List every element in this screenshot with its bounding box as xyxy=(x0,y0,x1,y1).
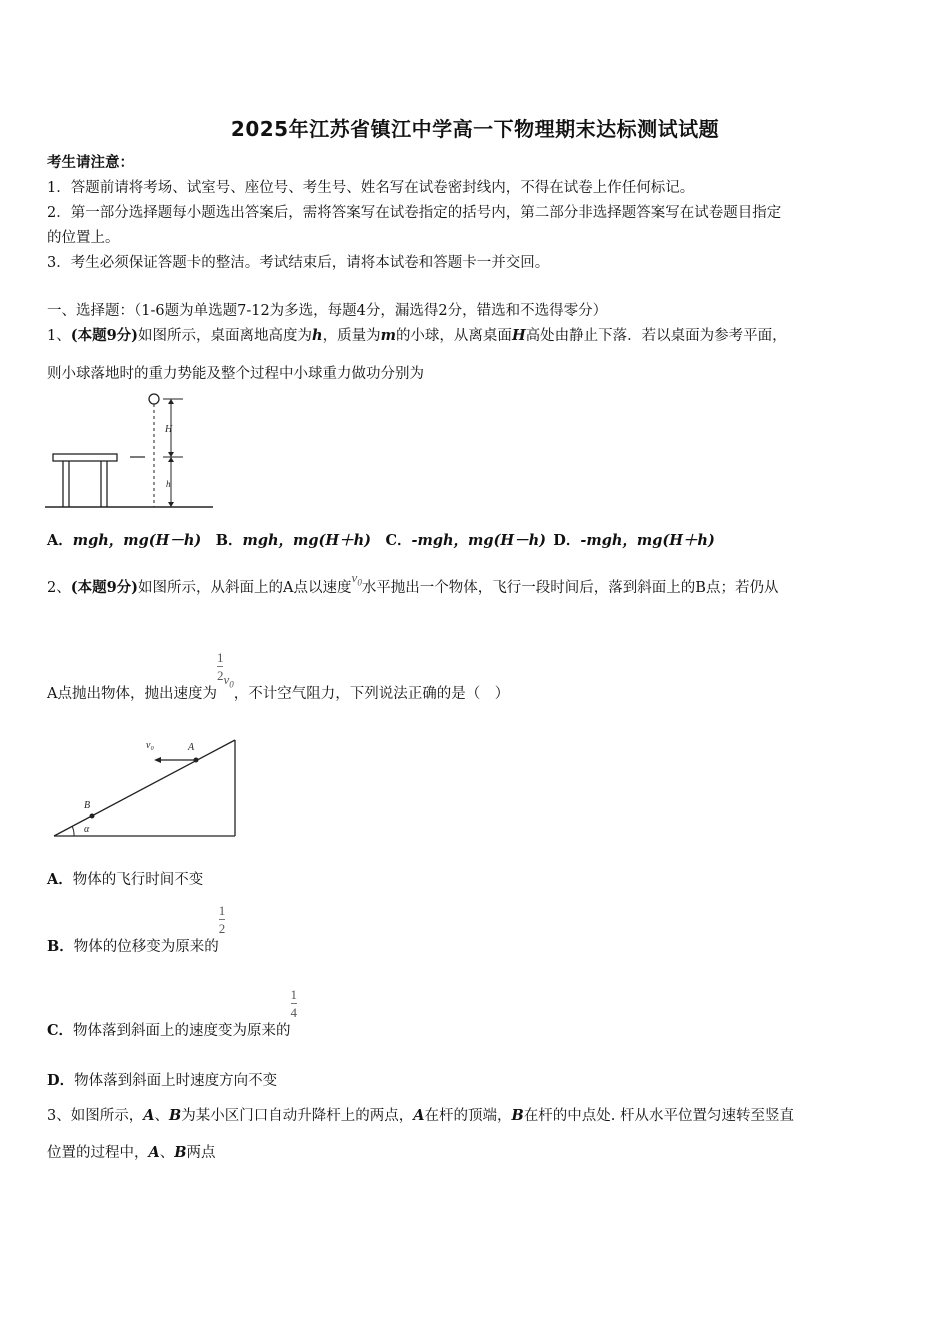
q2-option-c-text: 物体落到斜面上的速度变为原来的 xyxy=(73,1022,291,1039)
q2-text-b: 水平抛出一个物体，飞行一段时间后，落到斜面上的B点；若仍从 xyxy=(361,580,779,596)
q2-v0-sub: 0 xyxy=(357,577,362,588)
q2-option-c-frac-den: 4 xyxy=(290,1005,298,1020)
q1-number: 1、 xyxy=(47,328,71,344)
q3-line2-b: 两点 xyxy=(186,1145,216,1161)
q2-option-c-frac xyxy=(291,987,298,1020)
q3-var-B3: B xyxy=(174,1144,187,1161)
q3-line-2 xyxy=(47,1143,216,1163)
notice-item-3: 3．考生必须保证答题卡的整洁。考试结束后，请将本试卷和答题卡一并交回。 xyxy=(47,255,550,271)
q1-var-H: H xyxy=(511,327,526,344)
q2-v0-symbol-2: v xyxy=(223,671,230,687)
q2-option-c-letter: C． xyxy=(47,1021,74,1039)
q1-option-a-letter: A． xyxy=(47,532,73,549)
q3-var-B: B xyxy=(169,1107,182,1124)
q2-option-a-letter: A． xyxy=(47,871,73,888)
q3-var-A2: A xyxy=(413,1107,425,1124)
page-title: 2025年江苏省镇江中学高一下物理期末达标测试试题 xyxy=(230,117,720,141)
q3-text-d: 在杆的中点处. 杆从水平位置匀速转至竖直 xyxy=(523,1108,795,1124)
q2-v0-symbol: v xyxy=(351,570,358,585)
q2-text-a: 如图所示，从斜面上的A点以速度 xyxy=(138,580,352,596)
q2-figure xyxy=(50,733,240,843)
q1-option-b: mgh，mg(H＋h) xyxy=(242,532,371,549)
q2-option-c-frac-num: 1 xyxy=(290,987,298,1002)
q2-number: 2、 xyxy=(47,580,71,596)
q2-fig-label-alpha: α xyxy=(84,824,90,835)
q1-line-1 xyxy=(47,326,787,346)
q2-fig-label-v0: v₀ xyxy=(146,740,154,751)
notice-item-2: 2．第一部分选择题每小题选出答案后，需将答案写在试卷指定的括号内，第二部分非选择题答案写在试卷题目指定 xyxy=(47,205,782,221)
q2-line2-b: ，不计空气阻力，下列说法正确的是（ ） xyxy=(233,685,510,702)
q3-var-A: A xyxy=(143,1107,155,1124)
q2-option-c xyxy=(47,987,298,1039)
notice-item-1: 1．答题前请将考场、试室号、座位号、考生号、姓名写在试卷密封线内，不得在试卷上作任何标记。 xyxy=(47,180,695,196)
q2-v0 xyxy=(351,570,362,588)
q1-option-d: -mgh，mg(H＋h) xyxy=(580,532,715,549)
q2-v0-sub-2: 0 xyxy=(229,679,234,690)
q3-sep: 、 xyxy=(154,1108,169,1124)
q3-var-A3: A xyxy=(148,1144,160,1161)
q2-points: (本题9分) xyxy=(70,579,139,596)
q1-text-a: 如图所示，桌面离地高度为 xyxy=(138,328,313,344)
q2-option-d-letter: D． xyxy=(47,1072,75,1089)
q2-option-b-frac-num: 1 xyxy=(218,903,226,918)
q1-figure xyxy=(45,390,217,512)
q2-option-d-text: 物体落到斜面上时速度方向不变 xyxy=(74,1073,278,1089)
q2-option-b-letter: B． xyxy=(47,937,74,955)
q3-text-a: 如图所示， xyxy=(70,1108,144,1124)
q3-var-B2: B xyxy=(511,1107,524,1124)
q2-option-b xyxy=(47,903,226,955)
q1-text-d: 高处由静止下落．若以桌面为参考平面， xyxy=(525,328,787,344)
q1-fig-label-h: h xyxy=(166,479,171,489)
q2-frac-num: 1 xyxy=(216,650,224,665)
q1-fig-label-H: H xyxy=(165,424,173,435)
q3-number: 3、 xyxy=(47,1108,71,1124)
q2-option-a xyxy=(47,870,203,890)
q2-line2-a: A点抛出物体，抛出速度为 xyxy=(47,685,217,702)
q1-var-m: m xyxy=(380,327,396,344)
q1-text-b: ，质量为 xyxy=(322,328,381,344)
q2-option-b-frac-den: 2 xyxy=(218,921,226,936)
q1-options xyxy=(47,531,715,551)
q2-fig-label-A: A xyxy=(188,742,195,753)
q1-var-h: h xyxy=(312,327,323,344)
q1-points: (本题9分) xyxy=(70,327,139,344)
q2-frac-den: 2 xyxy=(216,668,224,683)
q1-option-c: -mgh，mg(H－h) xyxy=(411,532,547,549)
q1-option-c-letter: C． xyxy=(385,532,412,549)
notice-heading: 考生请注意： xyxy=(47,154,134,171)
q2-option-b-text: 物体的位移变为原来的 xyxy=(73,938,219,955)
q2-line-1 xyxy=(47,570,779,603)
q1-option-b-letter: B． xyxy=(215,532,243,549)
q2-option-d xyxy=(47,1071,277,1091)
q2-line-2 xyxy=(47,650,510,702)
q2-fig-label-B: B xyxy=(84,800,91,811)
q1-line-2: 则小球落地时的重力势能及整个过程中小球重力做功分别为 xyxy=(47,366,424,382)
q3-line-1 xyxy=(47,1106,794,1126)
q2-option-a-text: 物体的飞行时间不变 xyxy=(72,872,204,888)
q3-line2-a: 位置的过程中， xyxy=(47,1145,149,1161)
section-heading: 一、选择题：（1-6题为单选题7-12为多选，每题4分，漏选得2分，错选和不选得零分） xyxy=(47,303,608,319)
q3-text-b: 为某小区门口自动升降杆上的两点， xyxy=(181,1108,414,1124)
q3-sep2: 、 xyxy=(159,1145,175,1161)
q1-text-c: 的小球，从离桌面 xyxy=(395,328,512,344)
q1-option-d-letter: D． xyxy=(553,532,581,549)
q3-text-c: 在杆的顶端， xyxy=(424,1108,512,1124)
q2-v0-second xyxy=(223,671,234,690)
notice-item-2-cont: 的位置上。 xyxy=(47,230,120,246)
q2-option-b-frac xyxy=(219,903,226,936)
q1-option-a: mgh，mg(H－h) xyxy=(72,532,202,549)
